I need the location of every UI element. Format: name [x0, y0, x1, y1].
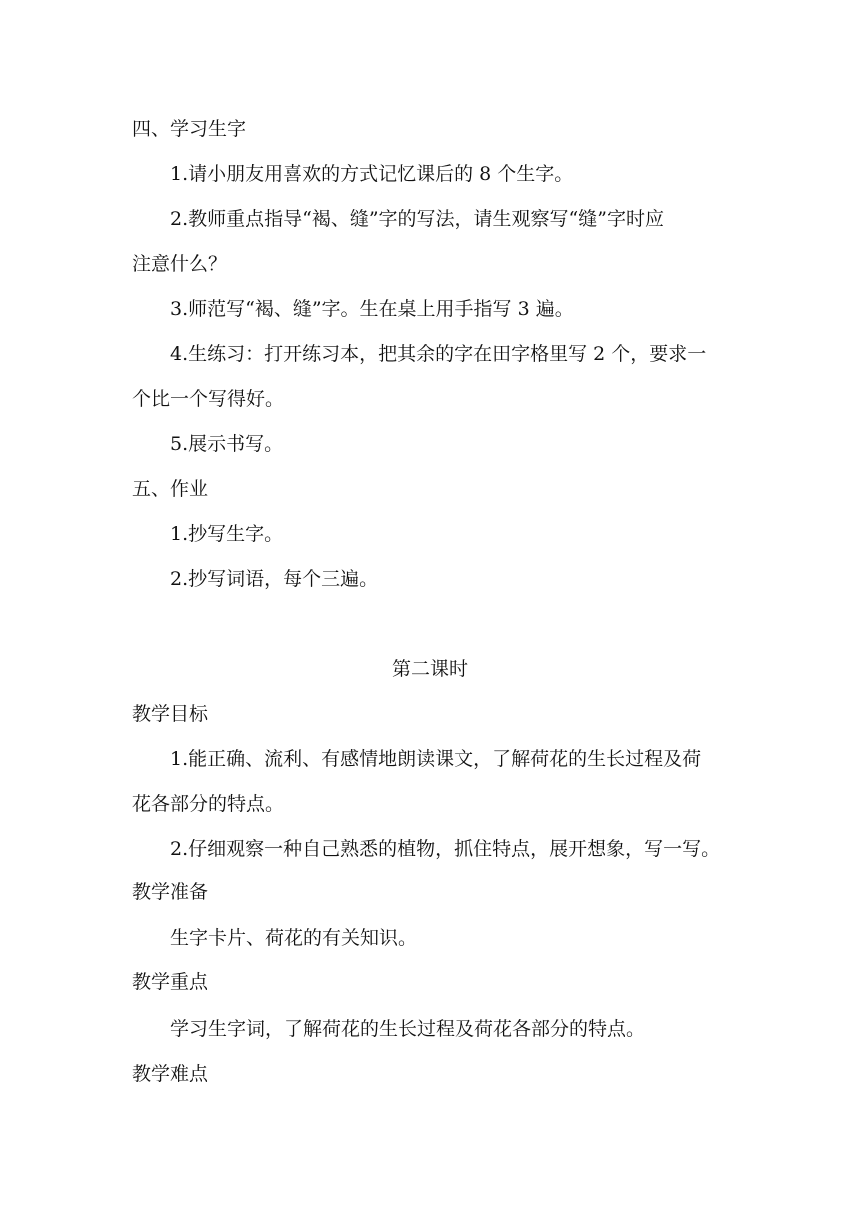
- preparation-heading: 教学准备: [132, 881, 209, 903]
- step-3-text: 3.师范写“褐、缝”字。生在桌上用手指写 3 遍。: [170, 298, 574, 320]
- preparation-text: 生字卡片、荷花的有关知识。: [170, 927, 418, 949]
- step-2-text: 2.教师重点指导“褐、缝”字的写法，请生观察写“缝”字时应: [170, 208, 664, 230]
- goal-1-text-continued: 花各部分的特点。: [132, 793, 285, 815]
- goal-1-text: 1.能正确、流利、有感情地朗读课文，了解荷花的生长过程及荷: [170, 748, 702, 770]
- step-2-text-continued: 注意什么？: [132, 253, 228, 275]
- step-4-text-continued: 个比一个写得好。: [132, 388, 285, 410]
- homework-item-1: 1.抄写生字。: [170, 523, 284, 545]
- key-points-heading: 教学重点: [132, 971, 209, 993]
- difficulties-heading: 教学难点: [132, 1063, 209, 1085]
- goal-2-text: 2.仔细观察一种自己熟悉的植物，抓住特点，展开想象，写一写。: [170, 838, 721, 860]
- section-heading-homework: 五、作业: [132, 478, 209, 500]
- step-1-text: 1.请小朋友用喜欢的方式记忆课后的 8 个生字。: [170, 163, 574, 185]
- goals-heading: 教学目标: [132, 703, 209, 725]
- lesson-title: 第二课时: [391, 658, 468, 680]
- step-4-text: 4.生练习：打开练习本，把其余的字在田字格里写 2 个，要求一: [170, 343, 707, 365]
- key-points-text: 学习生字词，了解荷花的生长过程及荷花各部分的特点。: [170, 1018, 646, 1040]
- homework-item-2: 2.抄写词语，每个三遍。: [170, 568, 379, 590]
- section-heading-learn-characters: 四、学习生字: [132, 118, 247, 140]
- step-5-text: 5.展示书写。: [170, 433, 284, 455]
